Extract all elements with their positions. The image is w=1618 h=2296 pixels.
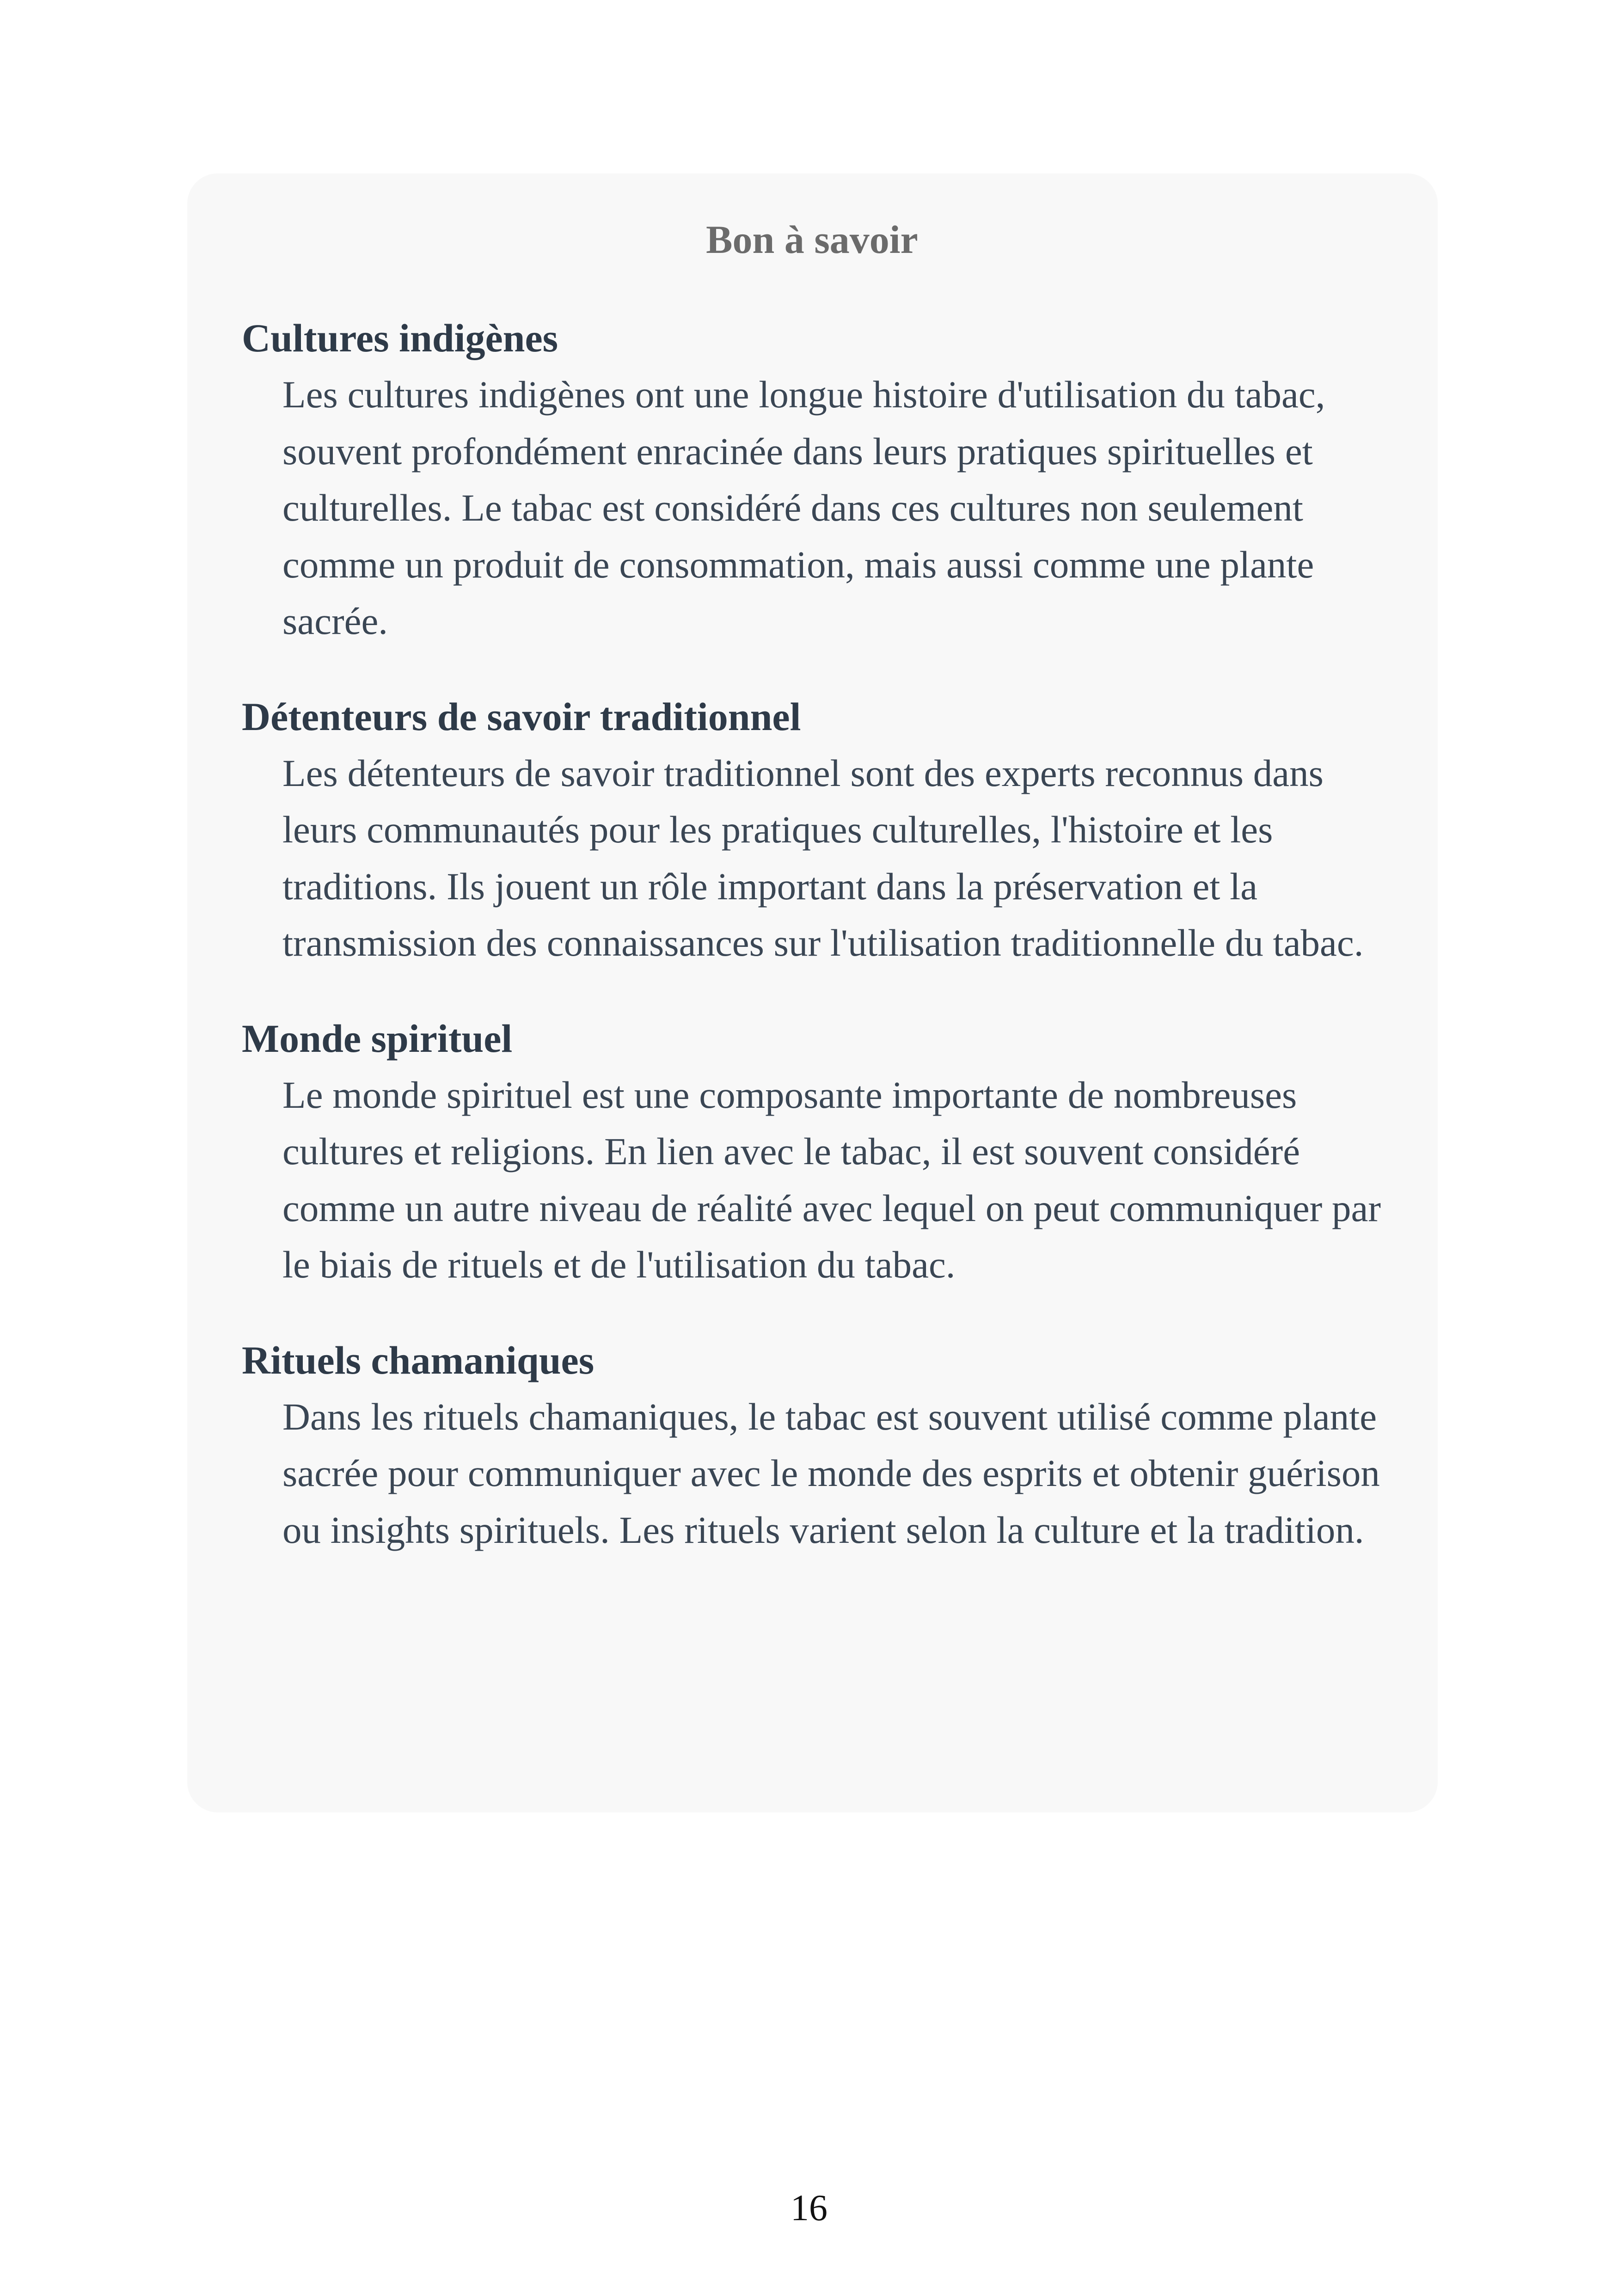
- section-body: Les détenteurs de savoir traditionnel sont des experts reconnus dans leurs communautés pour les pratiques culturelles, l'histoire et les traditions. Ils jouent un rôle important dans la préservation et la transmission des connaissances sur l'utilisation traditionnelle du tabac.: [282, 751, 1364, 964]
- section-heading: Rituels chamaniques: [242, 1338, 594, 1382]
- section-heading: Détenteurs de savoir traditionnel: [242, 694, 801, 739]
- page-number: 16: [791, 2188, 827, 2228]
- section-body: Les cultures indigènes ont une longue histoire d'utilisation du tabac, souvent profondément enracinée dans leurs pratiques spirituelles et culturelles. Le tabac est considéré dans ces cultures non seulement comme un produit de consommation, mais aussi comme une plante sacrée.: [282, 373, 1325, 642]
- section-detenteurs-de-savoir: [242, 688, 1382, 971]
- section-monde-spirituel: [242, 1010, 1382, 1293]
- section-heading: Cultures indigènes: [242, 316, 558, 360]
- section-heading: Monde spirituel: [242, 1016, 513, 1061]
- section-cultures-indigenes: [242, 310, 1382, 650]
- section-rituels-chamaniques: [242, 1332, 1382, 1559]
- section-body: Dans les rituels chamaniques, le tabac est souvent utilisé comme plante sacrée pour communiquer avec le monde des esprits et obtenir guérison ou insights spirituels. Les rituels varient selon la culture et la tradition.: [282, 1395, 1380, 1551]
- section-body: Le monde spirituel est une composante importante de nombreuses cultures et religions. En lien avec le tabac, il est souvent considéré comme un autre niveau de réalité avec lequel on peut communiquer par le biais de rituels et de l'utilisation du tabac.: [282, 1073, 1381, 1286]
- box-title: Bon à savoir: [706, 217, 918, 262]
- info-box: [187, 173, 1438, 1812]
